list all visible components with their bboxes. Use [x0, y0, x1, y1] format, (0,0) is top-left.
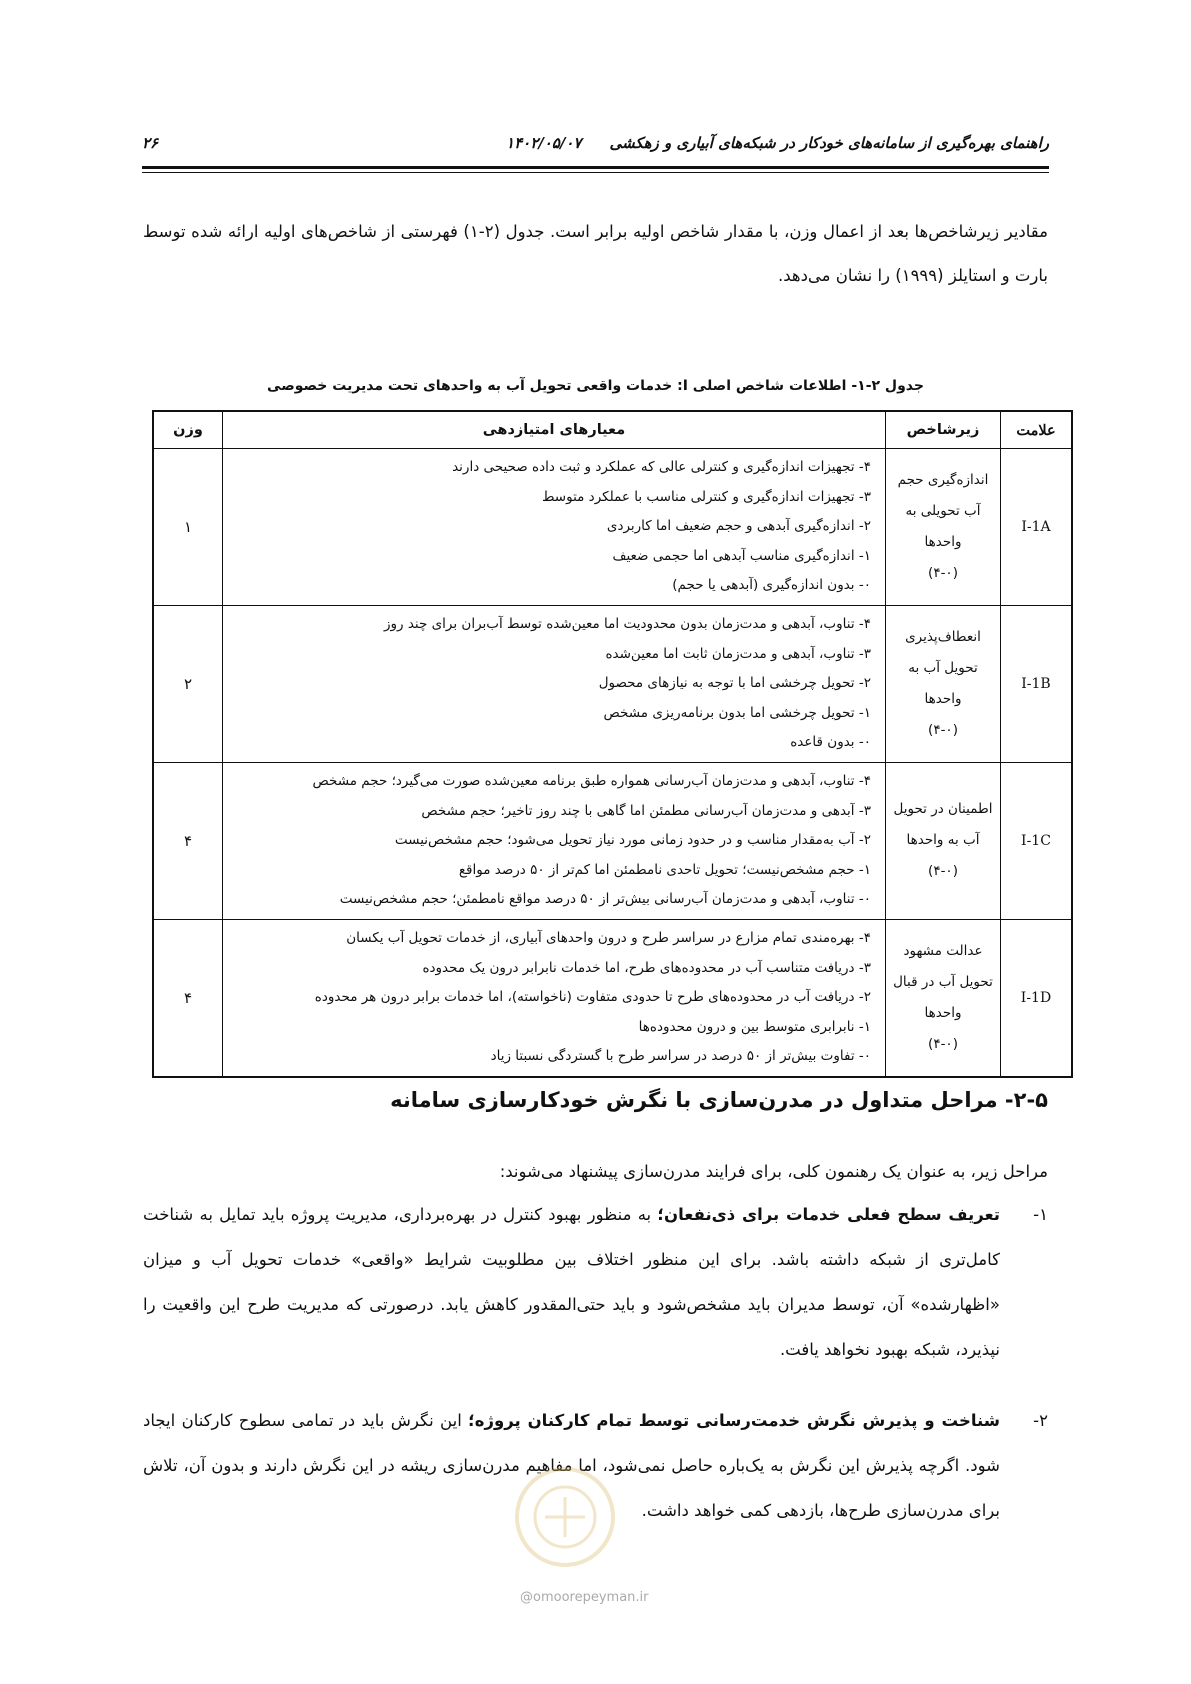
criteria-line: ۰- تفاوت بیش‌تر از ۵۰ درصد در سراسر طرح با گستردگی نسبتا زیاد [490, 1048, 871, 1065]
subindex-line: تحویل آب به [908, 659, 978, 676]
subindex-line: واحدها [924, 533, 962, 550]
criteria-line: ۳- دریافت متناسب آب در محدوده‌های طرح، اما خدمات نابرابر درون یک محدوده [422, 959, 871, 976]
section-intro: مراحل زیر، به عنوان یک رهنمون کلی، برای فرایند مدرن‌سازی پیشنهاد می‌شوند: [499, 1162, 1048, 1181]
page-header [142, 128, 1049, 158]
criteria-line: ۲- تحویل چرخشی اما با توجه به نیازهای محصول [598, 675, 871, 692]
criteria-line: ۲- اندازه‌گیری آبدهی و حجم ضعیف اما کاربردی [606, 518, 871, 535]
table-row [153, 919, 1072, 1076]
subindex-line: (۴-۰) [928, 564, 958, 581]
subindex-line: آب تحویلی به [905, 502, 981, 519]
intro-paragraph: مقادیر زیرشاخص‌ها بعد از اعمال وزن، با مقدار شاخص اولیه برابر است. جدول (۲-۱) فهرستی از شاخص‌های اولیه ارائه شده توسط بارت و استایلز (۱۹۹۹) را نشان می‌دهد. [143, 222, 1048, 285]
row-subindex [886, 919, 1001, 1076]
criteria-line: ۲- آب به‌مقدار مناسب و در حدود زمانی مورد نیاز تحویل می‌شود؛ حجم مشخص‌نیست [394, 832, 871, 849]
subindex-line: واحدها [924, 1004, 962, 1021]
row-code: I-1A [1001, 449, 1073, 606]
criteria-line: ۱- تحویل چرخشی اما بدون برنامه‌ریزی مشخص [603, 704, 871, 721]
header-code: علامت [1001, 411, 1073, 449]
row-weight: ۲ [153, 605, 223, 762]
criteria-line: ۴- تجهیزات اندازه‌گیری و کنترلی عالی که عملکرد و ثبت داده صحیحی دارند [452, 459, 871, 475]
criteria-line: ۰- تناوب، آبدهی و مدت‌زمان آب‌رسانی بیش‌تر از ۵۰ درصد مواقع نامطمئن؛ حجم مشخص‌نیست [339, 891, 871, 908]
row-weight: ۴ [153, 919, 223, 1076]
criteria-line: ۱- نابرابری متوسط بین و درون محدوده‌ها [638, 1018, 871, 1035]
criteria-line: ۲- دریافت آب در محدوده‌های طرح تا حدودی متفاوت (ناخواسته)، اما خدمات برابر درون هر محدوده [314, 989, 871, 1006]
list-item-bold: شناخت و پذیرش نگرش خدمت‌رسانی توسط تمام کارکنان پروژه؛ [468, 1411, 1001, 1430]
criteria-line: ۳- تناوب، آبدهی و مدت‌زمان ثابت اما معین‌شده [605, 645, 871, 662]
running-title-date: ۱۴۰۲/۰۵/۰۷ [506, 134, 582, 152]
seal-watermark-icon [510, 1455, 620, 1575]
row-subindex [886, 449, 1001, 606]
table-row [153, 605, 1072, 762]
watermark-text: @omoorepeyman.ir [520, 1590, 649, 1605]
header-rule-thin [142, 172, 1049, 173]
criteria-line: ۰- بدون اندازه‌گیری (آبدهی یا حجم) [672, 577, 871, 594]
header-weight: وزن [153, 411, 223, 449]
running-title [506, 134, 1049, 152]
criteria-line: ۴- بهره‌مندی تمام مزارع در سراسر طرح و درون واحدهای آبیاری، از خدمات تحویل آب یکسان [346, 929, 871, 946]
row-criteria [223, 449, 886, 606]
subindex-line: واحدها [924, 690, 962, 707]
criteria-line: ۴- تناوب، آبدهی و مدت‌زمان آب‌رسانی همواره طبق برنامه معین‌شده صورت می‌گیرد؛ حجم مشخص [312, 772, 871, 789]
table-row [153, 762, 1072, 919]
subindex-line: (۴-۰) [928, 1035, 958, 1052]
criteria-line: ۰- بدون قاعده [790, 734, 871, 751]
row-code: I-1D [1001, 919, 1073, 1076]
subindex-line: (۴-۰) [928, 721, 958, 738]
subindex-line: (۴-۰) [928, 863, 958, 880]
row-weight: ۴ [153, 762, 223, 919]
subindex-line: آب به واحدها [906, 832, 980, 849]
subindex-line: اطمینان در تحویل [893, 801, 993, 818]
list-item-bold: تعریف سطح فعلی خدمات برای ذی‌نفعان؛ [657, 1205, 1000, 1224]
list-item-number: ۱- [1033, 1205, 1048, 1224]
section-title: ۲-۵- مراحل متداول در مدرن‌سازی با نگرش خودکارسازی سامانه [390, 1088, 1048, 1112]
row-criteria [223, 919, 886, 1076]
list-item-text: این نگرش باید در تمامی سطوح کارکنان ایجاد شود. اگرچه پذیرش این نگرش به یک‌باره حاصل نمی‌شود، اما مفاهیم مدرن‌سازی ریشه در این نگرش دارند و بدون آن، تلاش برای مدرن‌سازی طرح‌ها، بازدهی کمی خواهد داشت. [143, 1411, 1000, 1520]
subindex-line: اندازه‌گیری حجم [897, 471, 989, 488]
row-code: I-1C [1001, 762, 1073, 919]
row-subindex [886, 605, 1001, 762]
running-title-text: راهنمای بهره‌گیری از سامانه‌های خودکار در شبکه‌های آبیاری و زهکشی [609, 134, 1049, 152]
table-header-row [153, 411, 1072, 449]
row-weight: ۱ [153, 449, 223, 606]
page-number: ۲۶ [142, 134, 159, 152]
row-code: I-1B [1001, 605, 1073, 762]
criteria-line: ۳- تجهیزات اندازه‌گیری و کنترلی مناسب با عملکرد متوسط [541, 488, 871, 505]
subindex-line: انعطاف‌پذیری [905, 628, 981, 645]
row-criteria [223, 762, 886, 919]
criteria-table [152, 410, 1073, 1078]
criteria-line: ۱- اندازه‌گیری مناسب آبدهی اما حجمی ضعیف [612, 547, 871, 564]
criteria-line: ۳- آبدهی و مدت‌زمان آب‌رسانی مطمئن اما گاهی با چند روز تاخیر؛ حجم مشخص [421, 802, 871, 819]
list-item-text: به منظور بهبود کنترل در بهره‌برداری، مدیریت پروژه باید تمایل به شناخت کامل‌تری از شبکه داشته باشد. برای این منظور اختلاف بین مطلوبیت شرایط «واقعی» خدمات تحویل آب و میزان «اظهارشده» آن، توسط مدیران باید مشخص‌شود و باید حتی‌المقدور کاهش یابد. درصورتی که مدیریت طرح این واقعیت را نپذیرد، شبکه بهبود نخواهد یافت. [143, 1205, 1000, 1359]
table-row [153, 449, 1072, 606]
list-item [143, 1192, 1048, 1372]
row-criteria [223, 605, 886, 762]
header-criteria: معیارهای امتیازدهی [223, 411, 886, 449]
row-subindex [886, 762, 1001, 919]
criteria-line: ۱- حجم مشخص‌نیست؛ تحویل تاحدی نامطمئن اما کم‌تر از ۵۰ درصد مواقع [458, 861, 871, 878]
list-item-number: ۲- [1033, 1411, 1048, 1430]
header-rule-thick [142, 166, 1049, 169]
subindex-line: تحویل آب در قبال [893, 973, 993, 990]
criteria-line: ۴- تناوب، آبدهی و مدت‌زمان بدون محدودیت اما معین‌شده توسط آب‌بران برای چند روز [383, 615, 871, 632]
subindex-line: عدالت مشهود [903, 942, 983, 959]
table-caption: جدول ۲-۱- اطلاعات شاخص اصلی I: خدمات واقعی تحویل آب به واحدهای تحت مدیریت خصوصی [267, 378, 924, 394]
header-sub: زیرشاخص [886, 411, 1001, 449]
